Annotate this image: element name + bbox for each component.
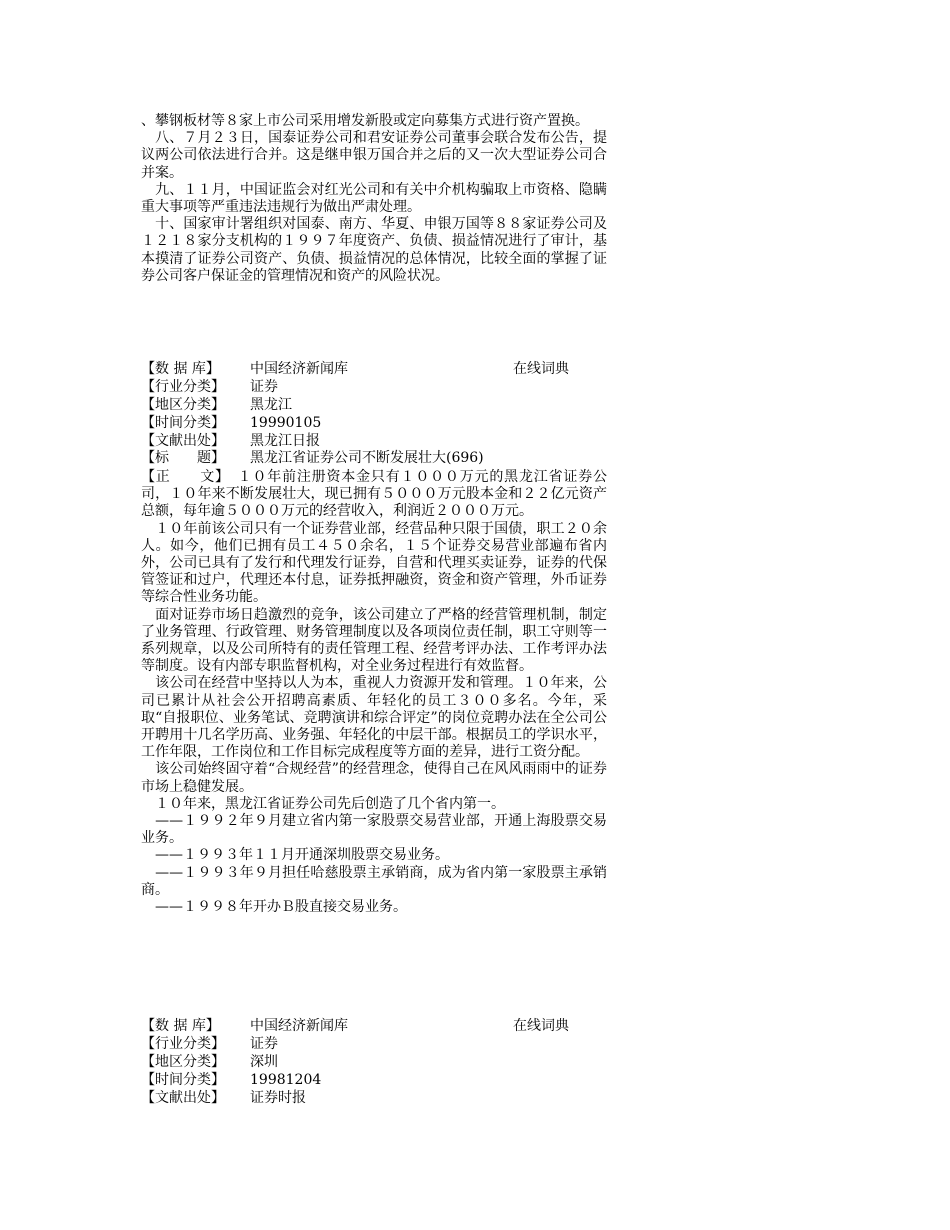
database-label: 【数 据 库】 <box>141 1018 220 1034</box>
paragraph: ——１９９３年１１月开通深圳股票交易业务。 <box>141 847 449 864</box>
industry-label: 【行业分类】 <box>141 1035 225 1052</box>
time-row <box>141 1072 607 1090</box>
industry-label: 【行业分类】 <box>141 378 225 395</box>
time-row <box>141 415 607 433</box>
title-row <box>141 450 607 468</box>
time-value: 19981204 <box>250 1071 322 1088</box>
paragraph: 、攀钢板材等８家上市公司采用增发新股或定向募集方式进行资产置换。 <box>141 113 589 129</box>
top-text-block <box>141 113 607 285</box>
time-label: 【时间分类】 <box>141 414 225 431</box>
record-1-body <box>141 469 607 916</box>
region-value: 黑龙江 <box>250 396 292 413</box>
source-value: 证券时报 <box>250 1089 306 1106</box>
record-2-metadata <box>141 1018 607 1107</box>
industry-row <box>141 1036 607 1054</box>
source-value: 黑龙江日报 <box>250 432 320 449</box>
source-row <box>141 1090 607 1108</box>
paragraph: 该公司始终固守着“合规经营”的经营理念，使得自己在风风雨雨中的证券市场上稳健发展。 <box>141 761 607 795</box>
region-label: 【地区分类】 <box>141 1053 225 1070</box>
industry-value: 证券 <box>250 378 278 395</box>
time-label: 【时间分类】 <box>141 1071 225 1088</box>
title-label: 【标 题】 <box>141 450 225 467</box>
source-label: 【文献出处】 <box>141 1089 225 1106</box>
online-dictionary-link[interactable]: 在线词典 <box>513 361 569 377</box>
paragraph: １０年前该公司只有一个证券营业部，经营品种只限于国债，职工２０余人。如今，他们已拥有员工４５０余名，１５个证券交易营业部遍布省内外，公司已具有了发行和代理发行证券，自营和代理买卖证券，证券的代保管签证和过户，代理还本付息，证券抵押融资，资金和资产管理，外币证券等综合性业务功能。 <box>141 520 607 606</box>
database-row <box>141 1018 607 1036</box>
paragraph: ——１９９２年９月建立省内第一家股票交易营业部，开通上海股票交易业务。 <box>141 813 607 847</box>
paragraph: 面对证券市场日趋激烈的竞争，该公司建立了严格的经营管理机制，制定了业务管理、行政管理、财务管理制度以及各项岗位责任制，职工守则等一系列规章，以及公司所特有的责任管理工程、经营考评办法、工作考评办法等制度。设有内部专职监督机构，对全业务过程进行有效监督。 <box>141 606 607 675</box>
source-row <box>141 433 607 451</box>
record-1-metadata <box>141 361 607 468</box>
industry-value: 证券 <box>250 1035 278 1052</box>
database-value: 中国经济新闻库 <box>250 1018 348 1034</box>
time-value: 19990105 <box>250 414 322 431</box>
paragraph: ——１９９３年９月担任哈慈股票主承销商，成为省内第一家股票主承销商。 <box>141 864 607 898</box>
paragraph: １０年来，黑龙江省证券公司先后创造了几个省内第一。 <box>141 795 505 812</box>
paragraph: ——１９９８年开办Ｂ股直接交易业务。 <box>141 899 407 916</box>
region-value: 深圳 <box>250 1053 278 1070</box>
paragraph: 【正 文】 １０年前注册资本金只有１０００万元的黑龙江省证券公司，１０年来不断发展壮大，现已拥有５０００万元股本金和２２亿元资产总额，每年逾５０００万元的经营收入，利润近２０００万元。 <box>141 469 607 520</box>
paragraph: 十、国家审计署组织对国泰、南方、华夏、申银万国等８８家证券公司及１２１８家分支机构的１９９７年度资产、负债、损益情况进行了审计，基本摸清了证券公司资产、负债、损益情况的总体情况，比较全面的掌握了证券公司客户保证金的管理情况和资产的风险状况。 <box>141 216 607 284</box>
paragraph: 九、１１月，中国证监会对红光公司和有关中介机构骗取上市资格、隐瞒重大事项等严重违法违规行为做出严肃处理。 <box>141 181 607 216</box>
region-label: 【地区分类】 <box>141 396 225 413</box>
source-label: 【文献出处】 <box>141 432 225 449</box>
paragraph: 八、７月２３日，国泰证券公司和君安证券公司董事会联合发布公告，提议两公司依法进行合并。这是继申银万国合并之后的又一次大型证券公司合并案。 <box>141 130 607 181</box>
database-row <box>141 361 607 379</box>
paragraph: 该公司在经营中坚持以人为本，重视人力资源开发和管理。１０年来，公司已累计从社会公开招聘高素质、年轻化的员工３００多名。今年，采取“自报职位、业务笔试、竞聘演讲和综合评定”的岗位竞聘办法在全公司公开聘用十几名学历高、业务强、年轻化的中层干部。根据员工的学识水平，工作年限，工作岗位和工作目标完成程度等方面的差异，进行工资分配。 <box>141 675 607 761</box>
online-dictionary-link[interactable]: 在线词典 <box>513 1018 569 1034</box>
region-row <box>141 1054 607 1072</box>
database-value: 中国经济新闻库 <box>250 361 348 377</box>
region-row <box>141 397 607 415</box>
industry-row <box>141 379 607 397</box>
database-label: 【数 据 库】 <box>141 361 220 377</box>
article-title: 黑龙江省证券公司不断发展壮大(696) <box>250 450 484 467</box>
